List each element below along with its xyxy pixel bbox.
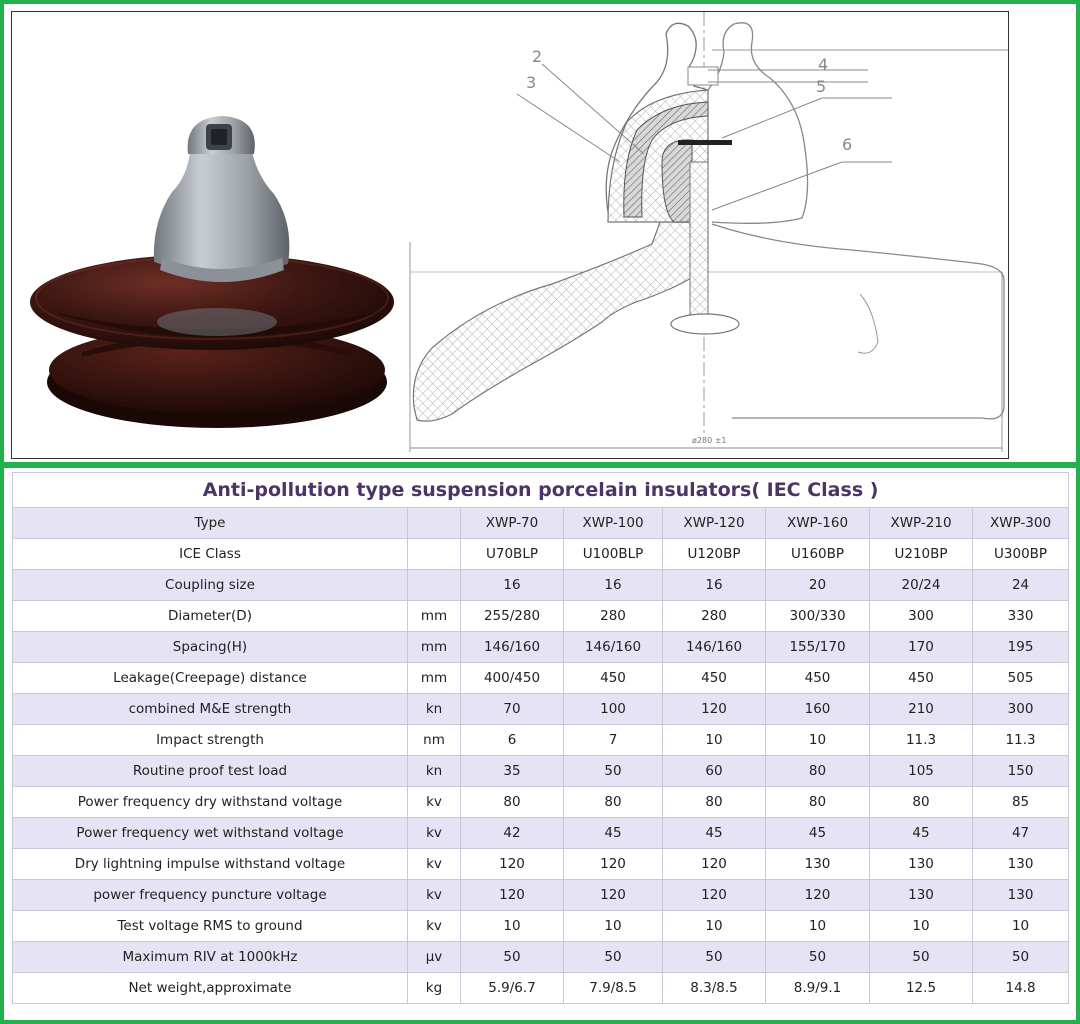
row-label: ICE Class (13, 539, 408, 570)
table-cell: XWP-100 (564, 508, 663, 539)
table-cell: XWP-120 (663, 508, 766, 539)
table-cell: 16 (461, 570, 564, 601)
table-cell: 80 (564, 787, 663, 818)
table-cell: 11.3 (973, 725, 1069, 756)
table-cell: 45 (663, 818, 766, 849)
table-cell: 120 (564, 849, 663, 880)
row-label: Routine proof test load (13, 756, 408, 787)
spec-table (12, 472, 1069, 1004)
row-unit: kg (408, 973, 461, 1004)
table-cell: 450 (766, 663, 870, 694)
table-cell: 120 (663, 694, 766, 725)
callout-4: 4 (818, 55, 829, 74)
table-cell: 11.3 (870, 725, 973, 756)
table-cell: U160BP (766, 539, 870, 570)
table-cell: 50 (564, 942, 663, 973)
table-cell: 45 (870, 818, 973, 849)
table-cell: 47 (973, 818, 1069, 849)
table-cell: 130 (766, 849, 870, 880)
table-cell: 80 (461, 787, 564, 818)
table-cell: 16 (663, 570, 766, 601)
table-cell: 50 (564, 756, 663, 787)
table-cell: 45 (564, 818, 663, 849)
table-cell: 130 (973, 849, 1069, 880)
table-cell: 7.9/8.5 (564, 973, 663, 1004)
table-row-test-voltage-rms-to-ground (13, 911, 1069, 942)
table-row-net-weight-approximate (13, 973, 1069, 1004)
table-row-spacing-h (13, 632, 1069, 663)
table-row-routine-proof-test-load (13, 756, 1069, 787)
table-cell: 50 (461, 942, 564, 973)
table-cell: 120 (461, 880, 564, 911)
table-cell: 10 (461, 911, 564, 942)
row-label: Test voltage RMS to ground (13, 911, 408, 942)
table-cell: 120 (766, 880, 870, 911)
table-cell: 450 (870, 663, 973, 694)
table-title: Anti-pollution type suspension porcelain insulators( IEC Class ) (13, 473, 1069, 508)
table-cell: 130 (870, 880, 973, 911)
row-label: Coupling size (13, 570, 408, 601)
table-cell: 300 (870, 601, 973, 632)
table-cell: 16 (564, 570, 663, 601)
row-unit (408, 508, 461, 539)
table-cell: U210BP (870, 539, 973, 570)
row-unit: kn (408, 756, 461, 787)
table-cell: 45 (766, 818, 870, 849)
table-cell: 280 (564, 601, 663, 632)
table-cell: U70BLP (461, 539, 564, 570)
table-row-type (13, 508, 1069, 539)
table-cell: 50 (870, 942, 973, 973)
table-cell: 255/280 (461, 601, 564, 632)
table-cell: 35 (461, 756, 564, 787)
insulator-photo (30, 116, 394, 428)
table-cell: 210 (870, 694, 973, 725)
row-unit: kv (408, 880, 461, 911)
row-unit: μv (408, 942, 461, 973)
table-cell: 10 (870, 911, 973, 942)
row-label: Maximum RIV at 1000kHz (13, 942, 408, 973)
table-cell: 42 (461, 818, 564, 849)
table-cell: 400/450 (461, 663, 564, 694)
row-label: combined M&E strength (13, 694, 408, 725)
table-cell: 105 (870, 756, 973, 787)
table-cell: XWP-300 (973, 508, 1069, 539)
table-row-dry-lightning-impulse-withstand-voltage (13, 849, 1069, 880)
table-cell: 120 (564, 880, 663, 911)
table-cell: 160 (766, 694, 870, 725)
table-cell: 20/24 (870, 570, 973, 601)
row-unit: kv (408, 787, 461, 818)
table-cell: 150 (973, 756, 1069, 787)
table-row-ice-class (13, 539, 1069, 570)
table-cell: 146/160 (461, 632, 564, 663)
green-separator (0, 462, 1080, 468)
callout-5: 5 (816, 77, 827, 96)
table-cell: 8.3/8.5 (663, 973, 766, 1004)
table-cell: 195 (973, 632, 1069, 663)
table-row-leakage-creepage-distance (13, 663, 1069, 694)
row-unit: mm (408, 632, 461, 663)
table-cell: 146/160 (663, 632, 766, 663)
table-cell: U100BLP (564, 539, 663, 570)
table-cell: 10 (973, 911, 1069, 942)
row-label: Type (13, 508, 408, 539)
table-cell: 155/170 (766, 632, 870, 663)
table-cell: XWP-70 (461, 508, 564, 539)
table-cell: 120 (461, 849, 564, 880)
table-row-coupling-size (13, 570, 1069, 601)
diameter-dimension-label: ø280 ±1 (692, 436, 727, 445)
table-cell: U120BP (663, 539, 766, 570)
row-label: power frequency puncture voltage (13, 880, 408, 911)
table-cell: 505 (973, 663, 1069, 694)
row-unit (408, 570, 461, 601)
table-cell: 120 (663, 880, 766, 911)
table-cell: 70 (461, 694, 564, 725)
table-cell: XWP-160 (766, 508, 870, 539)
row-label: Power frequency dry withstand voltage (13, 787, 408, 818)
table-cell: 80 (766, 787, 870, 818)
row-label: Power frequency wet withstand voltage (13, 818, 408, 849)
product-image-panel (11, 11, 1009, 459)
table-cell: 50 (973, 942, 1069, 973)
table-cell: 170 (870, 632, 973, 663)
row-unit: nm (408, 725, 461, 756)
table-cell: 60 (663, 756, 766, 787)
table-row-power-frequency-puncture-voltage (13, 880, 1069, 911)
row-label: Impact strength (13, 725, 408, 756)
table-cell: 146/160 (564, 632, 663, 663)
table-cell: 10 (766, 911, 870, 942)
table-cell: 10 (663, 725, 766, 756)
table-cell: 12.5 (870, 973, 973, 1004)
row-label: Net weight,approximate (13, 973, 408, 1004)
row-unit (408, 539, 461, 570)
table-cell: 130 (973, 880, 1069, 911)
row-label: Dry lightning impulse withstand voltage (13, 849, 408, 880)
table-cell: 450 (564, 663, 663, 694)
callout-6: 6 (842, 135, 853, 154)
table-cell: 80 (766, 756, 870, 787)
row-unit: mm (408, 601, 461, 632)
table-row-power-frequency-wet-withstand-voltage (13, 818, 1069, 849)
table-cell: 80 (870, 787, 973, 818)
table-row-diameter-d (13, 601, 1069, 632)
table-cell: 14.8 (973, 973, 1069, 1004)
table-cell: 280 (663, 601, 766, 632)
table-cell: 450 (663, 663, 766, 694)
table-cell: 50 (663, 942, 766, 973)
row-unit: kv (408, 818, 461, 849)
table-cell: 50 (766, 942, 870, 973)
table-cell: 10 (663, 911, 766, 942)
table-cell: 20 (766, 570, 870, 601)
row-unit: kv (408, 911, 461, 942)
table-cell: 7 (564, 725, 663, 756)
table-cell: 120 (663, 849, 766, 880)
table-cell: 130 (870, 849, 973, 880)
callout-2: 2 (532, 47, 543, 66)
cross-section-drawing (410, 12, 1008, 452)
callout-3: 3 (526, 73, 537, 92)
row-unit: kv (408, 849, 461, 880)
table-cell: 5.9/6.7 (461, 973, 564, 1004)
table-cell: 300/330 (766, 601, 870, 632)
table-cell: 80 (663, 787, 766, 818)
row-label: Leakage(Creepage) distance (13, 663, 408, 694)
table-cell: 8.9/9.1 (766, 973, 870, 1004)
row-unit: kn (408, 694, 461, 725)
table-row-maximum-riv-at-1000khz (13, 942, 1069, 973)
table-row-power-frequency-dry-withstand-voltage (13, 787, 1069, 818)
table-cell: 100 (564, 694, 663, 725)
table-cell: 24 (973, 570, 1069, 601)
table-cell: 300 (973, 694, 1069, 725)
table-cell: 10 (564, 911, 663, 942)
table-cell: 6 (461, 725, 564, 756)
row-label: Diameter(D) (13, 601, 408, 632)
table-cell: U300BP (973, 539, 1069, 570)
table-cell: XWP-210 (870, 508, 973, 539)
table-row-impact-strength (13, 725, 1069, 756)
table-cell: 330 (973, 601, 1069, 632)
row-unit: mm (408, 663, 461, 694)
row-label: Spacing(H) (13, 632, 408, 663)
table-cell: 10 (766, 725, 870, 756)
table-row-combined-m-e-strength (13, 694, 1069, 725)
table-cell: 85 (973, 787, 1069, 818)
